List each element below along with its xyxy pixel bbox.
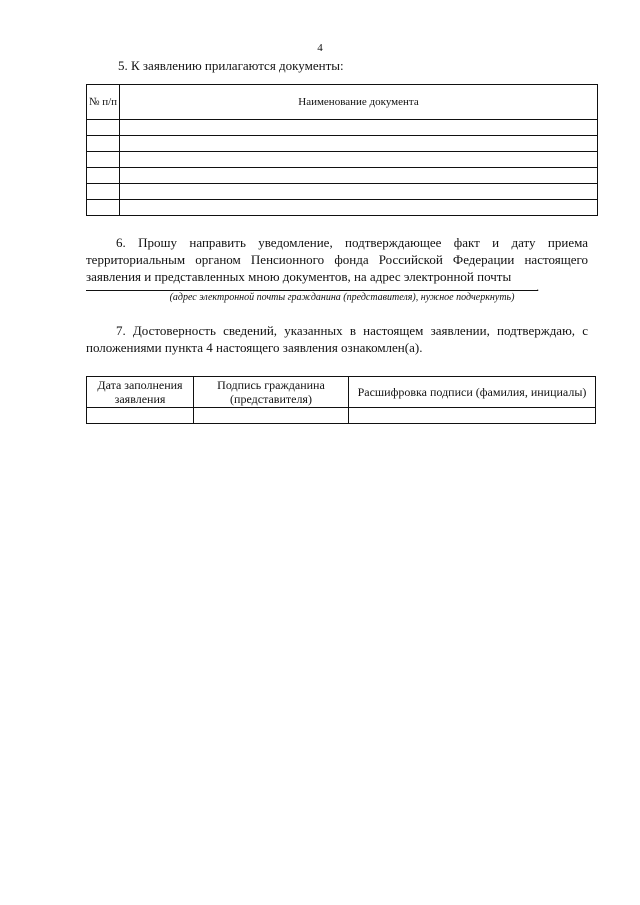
signature-table — [86, 376, 596, 424]
signature-table-header — [87, 377, 596, 408]
section-6-paragraph — [86, 234, 588, 285]
section-5-heading: 5. К заявлению прилагаются документы: — [118, 58, 344, 73]
column-header-number: № п/п — [87, 85, 120, 120]
row-number-cell[interactable] — [87, 136, 120, 152]
document-name-cell[interactable] — [120, 184, 598, 200]
document-name-cell[interactable] — [120, 136, 598, 152]
table-row — [87, 136, 598, 152]
row-number-cell[interactable] — [87, 152, 120, 168]
table-row — [87, 152, 598, 168]
section-7-text: 7. Достоверность сведений, указанных в настоящем заявлении, подтверждаю, с положениями пункта 4 настоящего заявления ознакомлен(а). — [86, 323, 588, 355]
column-header-signature-decoding: Расшифровка подписи (фамилия, инициалы) — [349, 377, 596, 408]
row-number-cell[interactable] — [87, 200, 120, 216]
fill-date-cell[interactable] — [87, 408, 194, 424]
document-name-cell[interactable] — [120, 200, 598, 216]
section-7-paragraph — [86, 322, 588, 356]
signature-decoding-cell[interactable] — [349, 408, 596, 424]
signature-cell[interactable] — [194, 408, 349, 424]
table-row — [87, 120, 598, 136]
table-row — [87, 168, 598, 184]
section-6-text: 6. Прошу направить уведомление, подтверждающее факт и дату приема территориальным органом Пенсионного фонда Российской Федерации настоящего заявления и представленных мною документов, на адрес электронной почты — [86, 235, 588, 284]
table-row — [87, 408, 596, 424]
documents-table-header — [87, 85, 598, 120]
document-name-cell[interactable] — [120, 168, 598, 184]
column-header-fill-date: Дата заполнения заявления — [87, 377, 194, 408]
email-field-caption: (адрес электронной почты гражданина (представителя), нужное подчеркнуть) — [169, 292, 515, 303]
row-number-cell[interactable] — [87, 184, 120, 200]
document-name-cell[interactable] — [120, 152, 598, 168]
column-header-signature: Подпись гражданина (представителя) — [194, 377, 349, 408]
table-row — [87, 200, 598, 216]
page-number: 4 — [317, 42, 323, 54]
email-address-field[interactable] — [86, 290, 538, 291]
table-row — [87, 184, 598, 200]
documents-table — [86, 84, 598, 216]
email-line-period: . — [536, 279, 540, 294]
column-header-document-name: Наименование документа — [120, 85, 598, 120]
row-number-cell[interactable] — [87, 120, 120, 136]
document-name-cell[interactable] — [120, 120, 598, 136]
row-number-cell[interactable] — [87, 168, 120, 184]
